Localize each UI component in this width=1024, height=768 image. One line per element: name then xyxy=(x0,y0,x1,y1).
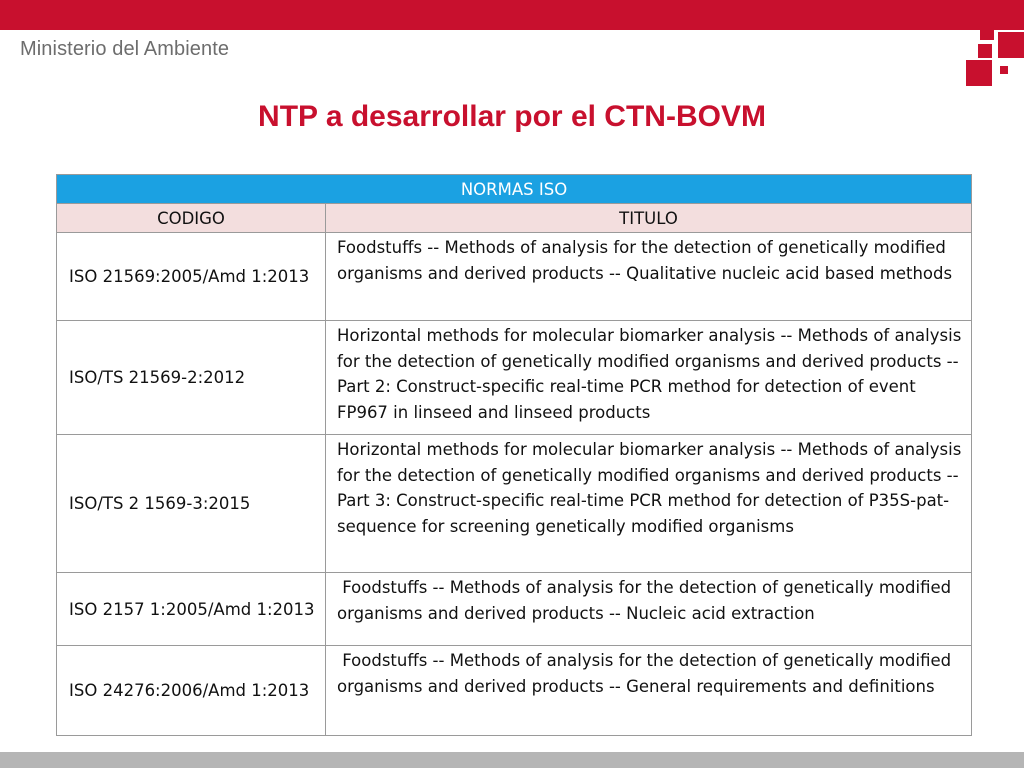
standard-title: Horizontal methods for molecular biomarker analysis -- Methods of analysis for the detection of genetically modified organisms and derived products -- Part 2: Construct-specific real-time PCR method for detection of event FP967 in linseed and linseed products xyxy=(326,321,972,435)
standard-title: Foodstuffs -- Methods of analysis for the detection of genetically modified organisms and derived products -- Nucleic acid extraction xyxy=(326,573,972,646)
standard-code: ISO 21569:2005/Amd 1:2013 xyxy=(57,233,326,321)
slide-title: NTP a desarrollar por el CTN-BOVM xyxy=(258,100,766,133)
standard-code: ISO 2157 1:2005/Amd 1:2013 xyxy=(57,573,326,646)
column-header-code: CODIGO xyxy=(57,204,326,233)
top-red-bar xyxy=(0,0,1024,30)
table-row xyxy=(57,646,972,736)
standard-title: Horizontal methods for molecular biomarker analysis -- Methods of analysis for the detection of genetically modified organisms and derived products -- Part 3: Construct-specific real-time PCR method for detection of P35S-pat-sequence for screening genetically modified organisms xyxy=(326,435,972,573)
table-row xyxy=(57,435,972,573)
standard-title: Foodstuffs -- Methods of analysis for the detection of genetically modified organisms and derived products -- General requirements and definitions xyxy=(326,646,972,736)
ministry-logo-icon xyxy=(962,26,1024,88)
standard-code: ISO 24276:2006/Amd 1:2013 xyxy=(57,646,326,736)
table-group-header: NORMAS ISO xyxy=(57,175,972,204)
standard-code: ISO/TS 21569-2:2012 xyxy=(57,321,326,435)
organization-name: Ministerio del Ambiente xyxy=(20,38,230,60)
standard-code: ISO/TS 2 1569-3:2015 xyxy=(57,435,326,573)
table-row xyxy=(57,233,972,321)
bottom-gray-bar xyxy=(0,752,1024,768)
table-row xyxy=(57,573,972,646)
column-header-title: TITULO xyxy=(326,204,972,233)
table-row xyxy=(57,321,972,435)
iso-standards-table xyxy=(56,174,972,736)
standard-title: Foodstuffs -- Methods of analysis for the detection of genetically modified organisms and derived products -- Qualitative nucleic acid based methods xyxy=(326,233,972,321)
